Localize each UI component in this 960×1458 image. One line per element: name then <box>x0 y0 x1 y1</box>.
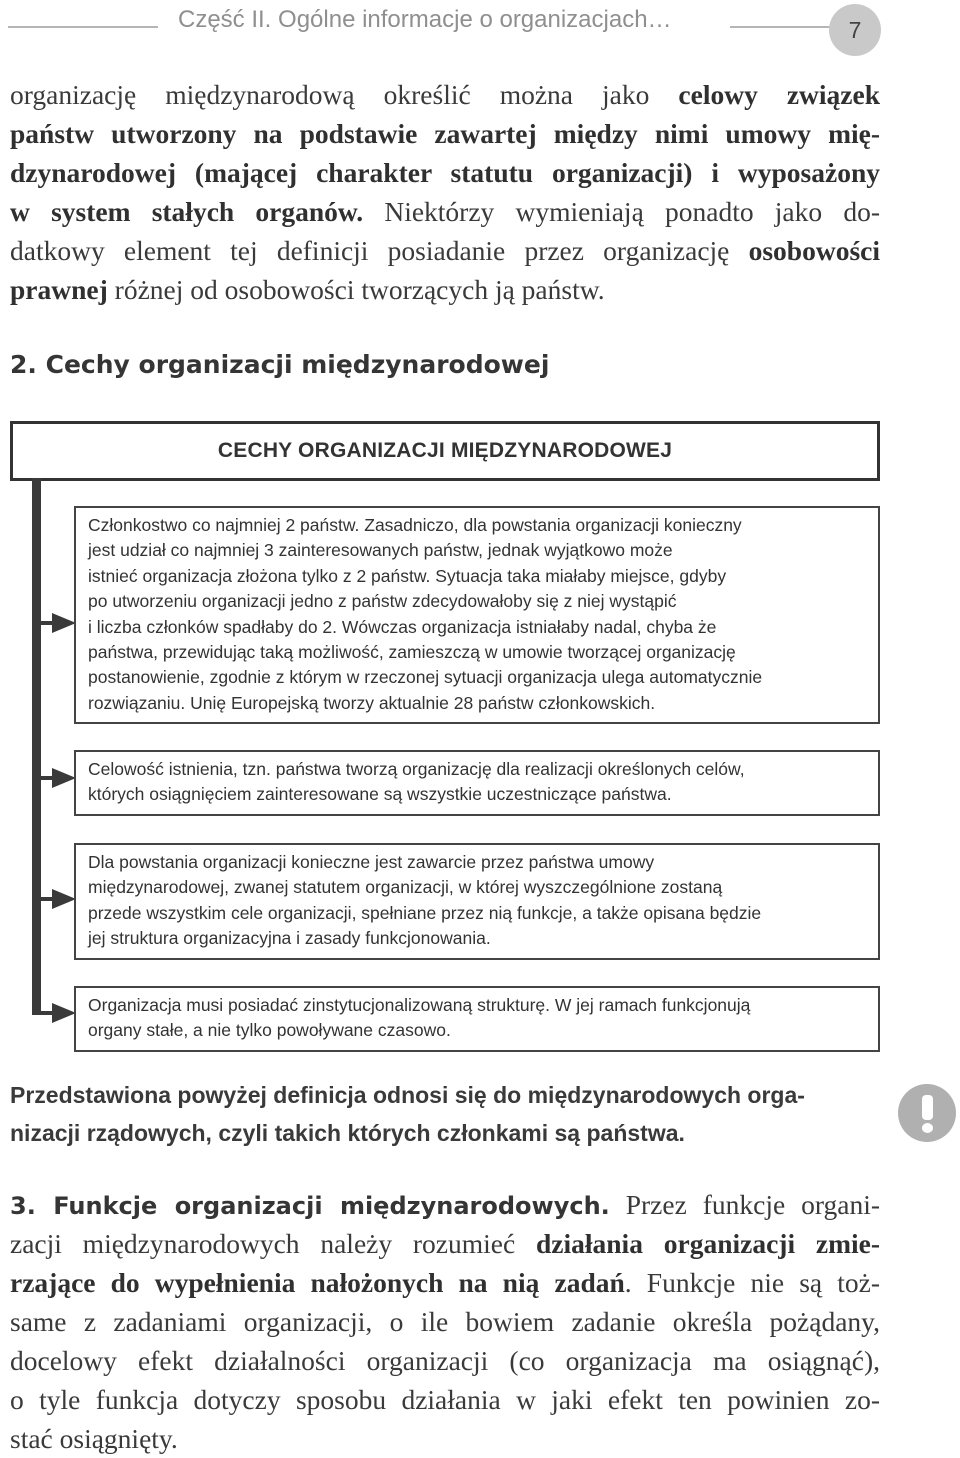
text-line <box>10 193 880 231</box>
box-text-line: Członkostwo co najmniej 2 państw. Zasadniczo, dla powstania organizacji konieczny <box>88 515 742 535</box>
box-text-line: po utworzeniu organizacji jedno z państw zdecydowałoby się z niej wystąpić <box>88 591 677 612</box>
box-text-line: których osiągnięciem zainteresowane są wszystkie uczestniczące państwa. <box>88 784 672 805</box>
bold-phrase: w system stałych organów. <box>10 196 364 227</box>
note-line-1: Przedstawiona powyżej definicja odnosi się do międzynarodowych orga- <box>10 1082 805 1108</box>
arrow-2-head-icon <box>52 768 76 788</box>
bold-phrase: dzynarodowej (mającej charakter statutu organizacji) i wyposażony <box>10 157 880 188</box>
note-line-2: nizacji rządowych, czyli takich których członkami są państwa. <box>10 1120 685 1146</box>
box-text-line: przede wszystkim cele organizacji, spełniane przez nią funkcje, a także opisana będzie <box>88 902 762 923</box>
box-text-line: istnieć organizacja złożona tylko z 2 państw. Sytuacja taka miałaby miejsce, gdyby <box>88 565 727 586</box>
text-line <box>10 1420 178 1458</box>
text-run: docelowy efekt działalności organizacji (co organizacja ma osiągnąć), <box>10 1345 880 1376</box>
box-text-line: i liczba członków spadłaby do 2. Wówczas organizacja istniałaby nadal, chyba że <box>88 616 717 637</box>
feature-box-purpose <box>74 750 880 816</box>
arrow-3-head-icon <box>52 889 76 909</box>
arrow-1-head-icon <box>52 613 76 633</box>
box-text-line: jest udział co najmniej 3 zainteresowanych państw, jednak wyjątkowo może <box>88 540 673 561</box>
box-text-line: rozwiązaniu. Unię Europejską tworzy aktualnie 28 państw członkowskich. <box>88 692 656 713</box>
box-text-line: postanowienie, zgodnie z którym w rzeczonej sytuacji organizacja ulega automatycznie <box>88 667 763 688</box>
header-rule-left <box>8 26 158 28</box>
text-run: datkowy element tej definicji posiadanie przez organizację <box>10 235 749 266</box>
text-run: same z zadaniami organizacji, o ile bowiem zadanie określa pożądany, <box>10 1306 880 1337</box>
bold-phrase: prawnej <box>10 274 108 305</box>
page-number: 7 <box>829 4 881 56</box>
bold-phrase: osobowości <box>748 235 880 266</box>
bold-phrase: celowy związek <box>678 79 881 110</box>
feature-box-membership <box>74 506 880 724</box>
feature-box-structure <box>74 986 880 1052</box>
arrow-4-head-icon <box>52 1003 76 1023</box>
bold-phrase: państw utworzony na podstawie zawartej między nimi umowy mię- <box>10 118 880 149</box>
text-run: różnej od osobowości tworzących ją państw. <box>107 274 605 305</box>
text-line <box>10 115 880 153</box>
section-3-heading: 3. Funkcje organizacji międzynarodowych. <box>10 1192 610 1220</box>
text-run: stać osiągnięty. <box>10 1423 178 1454</box>
text-run: Niektórzy wymieniają ponadto jako do- <box>363 196 880 227</box>
box-text-line: międzynarodowej, zwanej statutem organizacji, w której wyszczególnione zostaną <box>88 877 723 898</box>
text-line <box>10 154 880 192</box>
text-line <box>10 232 880 270</box>
bold-phrase: działania organizacji zmie- <box>535 1228 880 1259</box>
text-run: organizację międzynarodową określić można jako <box>10 79 679 110</box>
text-line <box>10 1381 880 1419</box>
text-line <box>10 1303 880 1341</box>
text-line <box>10 1225 880 1263</box>
diagram-title: CECHY ORGANIZACJI MIĘDZYNARODOWEJ <box>10 421 880 481</box>
text-line <box>10 76 880 114</box>
text-run: Przez funkcje organi- <box>609 1189 880 1220</box>
text-run: o tyle funkcja dotyczy sposobu działania w jaki efekt ten powinien zo- <box>10 1384 880 1415</box>
text-line <box>10 1264 880 1302</box>
header-rule-right <box>730 26 830 28</box>
bold-phrase: rzające do wypełnienia nałożonych na nią zadań <box>10 1267 625 1298</box>
text-line <box>10 1186 880 1224</box>
text-line <box>10 271 605 309</box>
text-run: . Funkcje nie są toż- <box>624 1267 880 1298</box>
box-text-line: państwa, przewidując taką możliwość, zamieszczą w umowie tworzącej organizację <box>88 642 736 663</box>
box-text-line: jej struktura organizacyjna i zasady funkcjonowania. <box>88 928 491 949</box>
box-text-line: Organizacja musi posiadać zinstytucjonalizowaną strukturę. W jej ramach funkcjonują <box>88 995 751 1015</box>
text-run: zacji międzynarodowych należy rozumieć <box>10 1228 536 1259</box>
box-text-line: Dla powstania organizacji konieczne jest zawarcie przez państwa umowy <box>88 852 655 872</box>
diagram-connector-line <box>32 478 41 1015</box>
feature-box-statute <box>74 843 880 960</box>
exclamation-icon <box>898 1084 956 1142</box>
box-text-line: organy stałe, a nie tylko powoływane czasowo. <box>88 1020 451 1041</box>
text-line <box>10 1342 880 1380</box>
section-2-heading: 2. Cechy organizacji międzynarodowej <box>10 350 550 379</box>
running-title: Część II. Ogólne informacje o organizacjach… <box>178 6 672 33</box>
box-text-line: Celowość istnienia, tzn. państwa tworzą organizację dla realizacji określonych celów, <box>88 759 745 779</box>
